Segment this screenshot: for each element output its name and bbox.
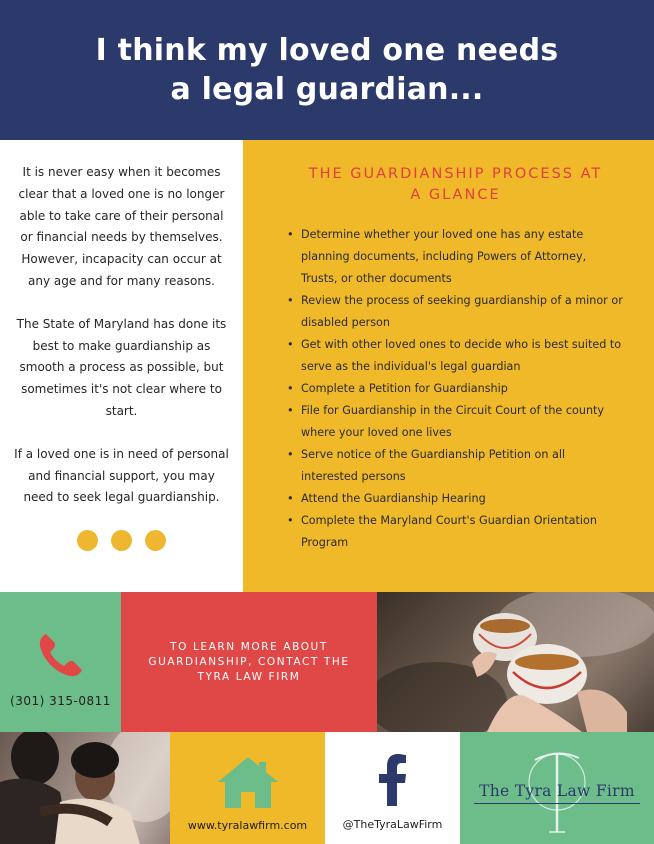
phone-icon (36, 630, 86, 680)
cta-line-2: GUARDIANSHIP, CONTACT THE (148, 655, 350, 668)
facebook-icon (378, 754, 408, 806)
dot-3 (145, 530, 166, 551)
intro-paragraph-3: If a loved one is in need of personal and financial support, you may need to seek legal guardianship. (14, 446, 229, 505)
process-step-7: • Attend the Guardianship Hearing (287, 488, 624, 510)
home-icon (215, 754, 281, 810)
process-list (287, 224, 624, 554)
page-title-line-1: I think my loved one needs (95, 33, 559, 68)
process-step-2: • Review the process of seeking guardianship of a minor or disabled person (287, 290, 624, 334)
cta-line-1: TO LEARN MORE ABOUT (170, 640, 328, 653)
dot-2 (111, 530, 132, 551)
cta-line-3: TYRA LAW FIRM (197, 670, 301, 683)
hugging-people-image (0, 732, 170, 844)
firm-name: The Tyra Law Firm (479, 782, 635, 800)
facebook-handle[interactable]: @TheTyraLawFirm (342, 818, 443, 831)
website-cell (170, 732, 325, 844)
intro-paragraph-2: The State of Maryland has done its best to make guardianship as smooth a process as possible, but sometimes it's not clear where to start. (16, 316, 227, 418)
decorative-dots (0, 530, 243, 551)
tea-cups-image (377, 592, 654, 732)
process-step-1: • Determine whether your loved one has any estate planning documents, including Powers of Attorney, Trusts, or other documents (287, 224, 624, 290)
process-heading (287, 164, 624, 206)
firm-logo-cell (460, 732, 654, 844)
process-step-8: • Complete the Maryland Court's Guardian Orientation Program (287, 510, 624, 554)
intro-panel (0, 140, 243, 592)
cta-cell (121, 592, 377, 732)
process-step-3: • Get with other loved ones to decide who is best suited to serve as the individual's legal guardian (287, 334, 624, 378)
website-link[interactable]: www.tyralawfirm.com (187, 819, 308, 832)
firm-name-underline (474, 803, 640, 804)
header-banner (0, 0, 654, 140)
process-step-4: • Complete a Petition for Guardianship (287, 378, 624, 400)
process-step-6: • Serve notice of the Guardianship Petition on all interested persons (287, 444, 624, 488)
phone-cell (0, 592, 121, 732)
page-title-line-2: a legal guardian... (170, 72, 484, 107)
cta-text (148, 640, 349, 685)
phone-number[interactable]: (301) 315-0811 (10, 694, 111, 708)
dot-1 (77, 530, 98, 551)
intro-paragraph-1: It is never easy when it becomes clear that a loved one is no longer able to take care of their personal or financial needs by themselves. However, incapacity can occur at any age and for many reasons. (18, 165, 225, 288)
process-panel (243, 140, 654, 592)
hug-photo (0, 732, 170, 844)
process-step-5: • File for Guardianship in the Circuit Court of the county where your loved one lives (287, 400, 624, 444)
tea-photo (377, 592, 654, 732)
process-heading-line-2: A GLANCE (410, 187, 501, 203)
process-heading-line-1: THE GUARDIANSHIP PROCESS AT (308, 166, 603, 182)
facebook-cell (325, 732, 460, 844)
